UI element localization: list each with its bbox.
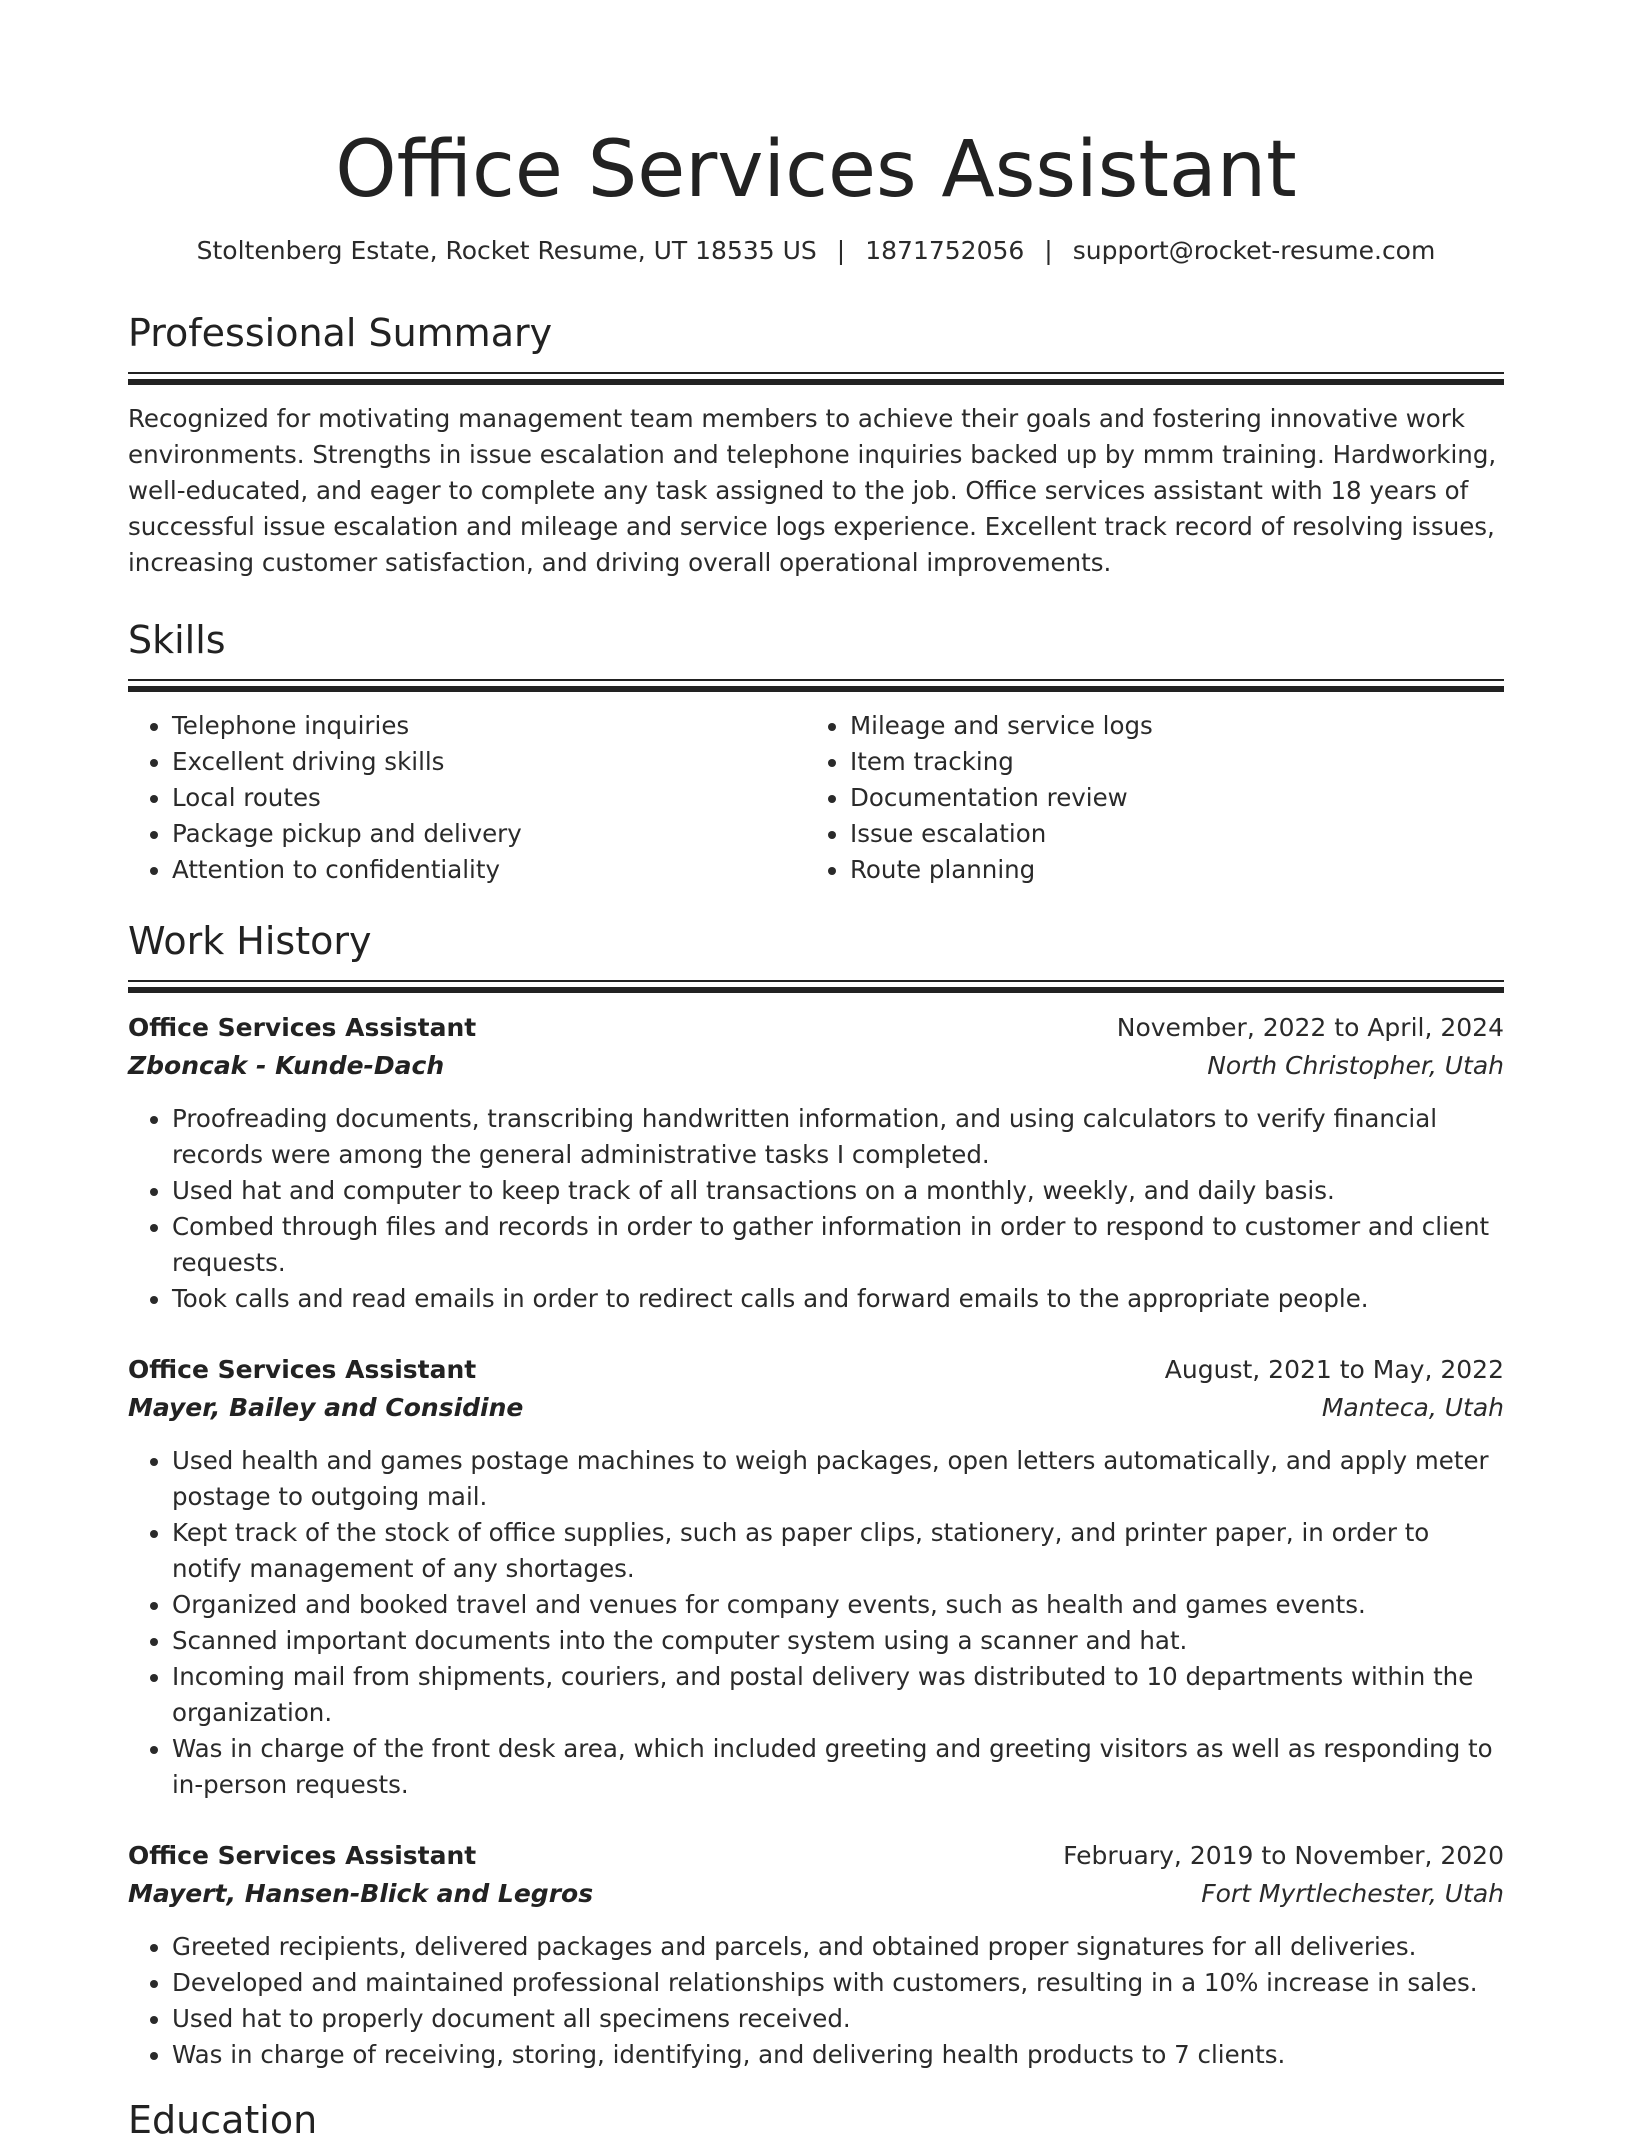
skills-list-left xyxy=(128,708,806,888)
contact-phone: 1871752056 xyxy=(865,236,1025,265)
section-divider xyxy=(128,372,1504,385)
section-work-history xyxy=(128,918,1504,2073)
job-bullet: • Proofreading documents, transcribing handwritten information, and using calculators to verify financial records were among the general administrative tasks I completed. xyxy=(172,1101,1504,1173)
contact-line xyxy=(128,234,1504,268)
job-subheader-row xyxy=(128,1047,1504,1085)
job-bullet: • Kept track of the stock of office supplies, such as paper clips, stationery, and printer paper, in order to notify management of any shortages. xyxy=(172,1515,1504,1587)
job-header-row xyxy=(128,1351,1504,1389)
job-company: Mayer, Bailey and Considine xyxy=(128,1393,524,1422)
section-heading-skills: Skills xyxy=(128,618,226,662)
job-dates: November, 2022 to April, 2024 xyxy=(1116,1013,1504,1042)
section-divider xyxy=(128,980,1504,993)
page-title: Office Services Assistant xyxy=(335,125,1297,215)
job-entry xyxy=(128,1009,1504,1317)
contact-separator: | xyxy=(1044,236,1053,265)
job-bullet: • Was in charge of receiving, storing, identifying, and delivering health products to 7 clients. xyxy=(172,2037,1504,2073)
job-entry xyxy=(128,1837,1504,2073)
skills-columns xyxy=(128,708,1504,888)
job-subheader-row xyxy=(128,1389,1504,1427)
skill-item: • Issue escalation xyxy=(850,816,1484,852)
job-bullets xyxy=(128,1929,1504,2073)
job-bullet: • Used health and games postage machines to weigh packages, open letters automatically, and apply meter postage to outgoing mail. xyxy=(172,1443,1504,1515)
job-title: Office Services Assistant xyxy=(128,1013,477,1042)
job-bullet: • Developed and maintained professional relationships with customers, resulting in a 10% increase in sales. xyxy=(172,1965,1504,2001)
job-header-row xyxy=(128,1837,1504,1875)
skill-item: • Package pickup and delivery xyxy=(172,816,806,852)
job-bullet: • Greeted recipients, delivered packages and parcels, and obtained proper signatures for all deliveries. xyxy=(172,1929,1504,1965)
section-divider xyxy=(128,679,1504,692)
section-heading-summary: Professional Summary xyxy=(128,311,553,355)
skills-list-right xyxy=(806,708,1484,888)
job-entry xyxy=(128,1351,1504,1803)
job-title: Office Services Assistant xyxy=(128,1841,477,1870)
job-bullet: • Used hat and computer to keep track of all transactions on a monthly, weekly, and daily basis. xyxy=(172,1173,1504,1209)
job-location: North Christopher, Utah xyxy=(1207,1051,1504,1080)
section-heading-education: Education xyxy=(128,2098,318,2142)
job-bullets xyxy=(128,1101,1504,1317)
skill-item: • Route planning xyxy=(850,852,1484,888)
skill-item: • Telephone inquiries xyxy=(172,708,806,744)
job-bullet: • Was in charge of the front desk area, which included greeting and greeting visitors as well as responding to in-person requests. xyxy=(172,1731,1504,1803)
job-bullet: • Incoming mail from shipments, couriers, and postal delivery was distributed to 10 departments within the organization. xyxy=(172,1659,1504,1731)
job-title: Office Services Assistant xyxy=(128,1355,477,1384)
job-bullet: • Took calls and read emails in order to redirect calls and forward emails to the appropriate people. xyxy=(172,1281,1504,1317)
job-subheader-row xyxy=(128,1875,1504,1913)
resume-page xyxy=(128,0,1504,2143)
job-location: Fort Myrtlechester, Utah xyxy=(1201,1879,1504,1908)
job-dates: August, 2021 to May, 2022 xyxy=(1164,1355,1504,1384)
job-company: Zboncak - Kunde-Dach xyxy=(128,1051,445,1080)
skill-item: • Mileage and service logs xyxy=(850,708,1484,744)
contact-address: Stoltenberg Estate, Rocket Resume, UT 18535 US xyxy=(196,236,817,265)
skill-item: • Documentation review xyxy=(850,780,1484,816)
section-summary xyxy=(128,310,1504,581)
job-header-row xyxy=(128,1009,1504,1047)
skill-item: • Excellent driving skills xyxy=(172,744,806,780)
contact-separator: | xyxy=(836,236,846,265)
contact-email[interactable]: support@rocket-resume.com xyxy=(1072,236,1436,265)
section-skills xyxy=(128,617,1504,888)
job-bullet: • Scanned important documents into the computer system using a scanner and hat. xyxy=(172,1623,1504,1659)
job-company: Mayert, Hansen-Blick and Legros xyxy=(128,1879,594,1908)
section-education xyxy=(128,2097,1504,2143)
summary-text: Recognized for motivating management team members to achieve their goals and fostering innovative work environments. Strengths in issue escalation and telephone inquiries backed up by mmm training. Hardworking, well-educated, and eager to complete any task assigned to the job. Office services assistant with 18 years of successful issue escalation and mileage and service logs experience. Excellent track record of resolving issues, increasing customer satisfaction, and driving overall operational improvements. xyxy=(128,404,1497,577)
job-bullet: • Combed through files and records in order to gather information in order to respond to customer and client requests. xyxy=(172,1209,1504,1281)
skill-item: • Local routes xyxy=(172,780,806,816)
job-location: Manteca, Utah xyxy=(1321,1393,1504,1422)
job-bullet: • Used hat to properly document all specimens received. xyxy=(172,2001,1504,2037)
job-bullet: • Organized and booked travel and venues for company events, such as health and games events. xyxy=(172,1587,1504,1623)
job-dates: February, 2019 to November, 2020 xyxy=(1063,1841,1504,1870)
skill-item: • Attention to confidentiality xyxy=(172,852,806,888)
skill-item: • Item tracking xyxy=(850,744,1484,780)
section-heading-work-history: Work History xyxy=(128,919,372,963)
job-bullets xyxy=(128,1443,1504,1803)
